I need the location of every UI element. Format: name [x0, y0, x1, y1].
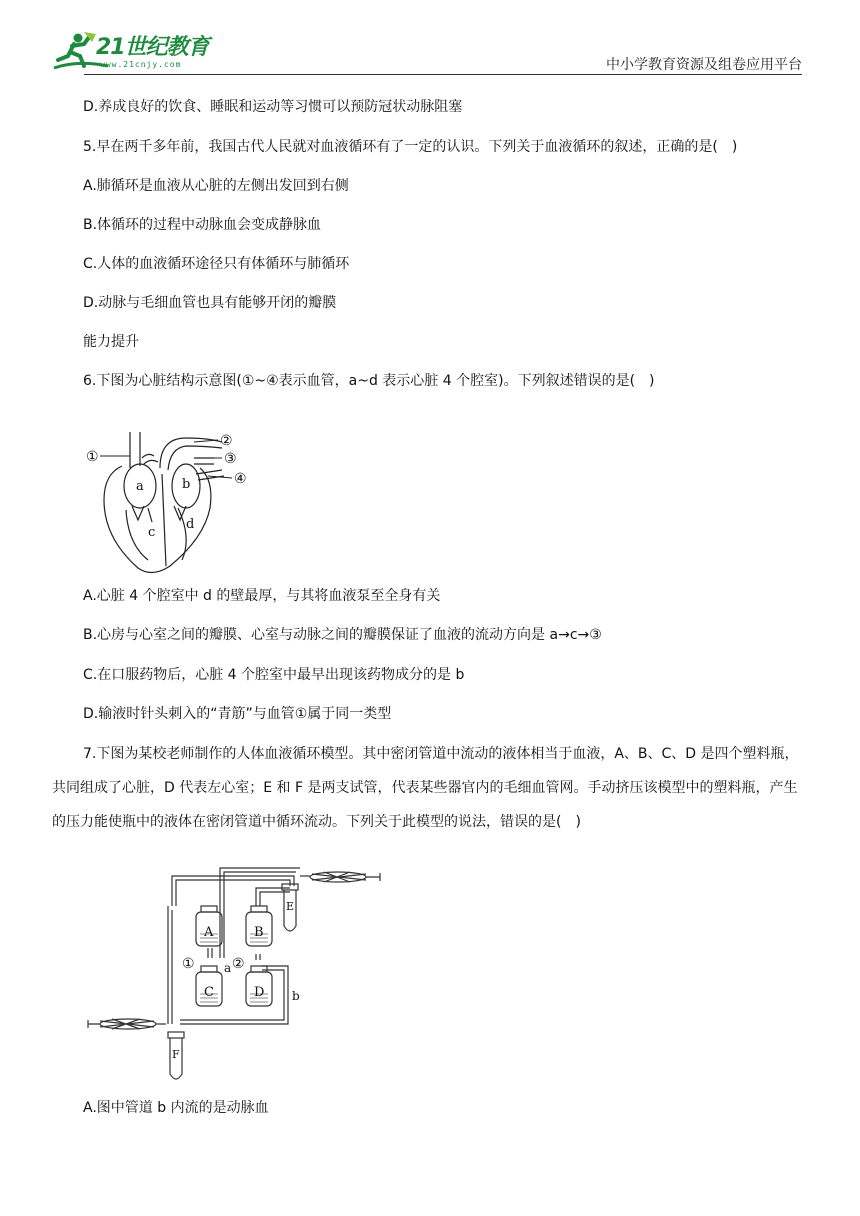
vessel-label-3: ③ [224, 451, 237, 467]
q5-stem: 5.早在两千多年前，我国古代人民就对血液循环有了一定的认识。下列关于血液循环的叙述，正确的是( ) [83, 139, 738, 155]
vessel-label-1: ① [86, 449, 99, 465]
logo-url: www.21cnjy.com [100, 60, 182, 69]
q6-option-b: B.心房与心室之间的瓣膜、心室与动脉之间的瓣膜保证了血液的流动方向是 a→c→③ [83, 627, 602, 643]
heart-diagram [82, 428, 262, 578]
bottle-label-a: A [204, 925, 214, 940]
vessel-label-2: ② [220, 433, 233, 449]
chamber-label-b: b [182, 477, 191, 492]
chamber-label-c: c [148, 525, 156, 540]
chamber-label-d: d [186, 517, 195, 532]
q6-option-a: A.心脏 4 个腔室中 d 的壁最厚，与其将血液泵至全身有关 [83, 588, 441, 604]
bottle-label-d: D [254, 985, 265, 1000]
bottle-label-c: C [204, 985, 214, 1000]
q7-option-a: A.图中管道 b 内流的是动脉血 [83, 1100, 269, 1116]
q6-option-d: D.输液时针头刺入的“青筋”与血管①属于同一类型 [83, 706, 392, 722]
header-divider [84, 74, 802, 75]
q6-stem: 6.下图为心脏结构示意图(①~④表示血管，a~d 表示心脏 4 个腔室)。下列叙述错误的是( ) [83, 373, 655, 389]
pipe-label-a: a [224, 961, 232, 975]
platform-name: 中小学教育资源及组卷应用平台 [606, 57, 802, 73]
q5-option-a: A.肺循环是血液从心脏的左侧出发回到右侧 [83, 178, 349, 194]
bottle-label-b: B [254, 925, 264, 940]
pipe-label-b: b [292, 989, 300, 1003]
q5-option-d: D.动脉与毛细血管也具有能够开闭的瓣膜 [83, 295, 337, 311]
circulation-model-diagram [84, 862, 394, 1088]
tube-label-f: F [172, 1048, 180, 1061]
q5-option-c: C.人体的血液循环途径只有体循环与肺循环 [83, 256, 350, 272]
page-header [0, 0, 860, 80]
q7-stem: 7.下图为某校老师制作的人体血液循环模型。其中密闭管道中流动的液体相当于血液，A、B、C、D 是四个塑料瓶，共同组成了心脏，D 代表左心室；E 和 F 是两支试管，代表某些器官内的毛细血管网。手动挤压该模型中的塑料瓶，产生的压力能使瓶中的液体在密闭管道中循环流动。下列关于此模型的说法，错误的是( ) [52, 746, 799, 830]
marker-label-1: ① [182, 956, 195, 972]
logo-text: 21世纪教育 [96, 35, 209, 60]
vessel-label-4: ④ [234, 471, 247, 487]
q4-option-d: D.养成良好的饮食、睡眠和运动等习惯可以预防冠状动脉阻塞 [83, 99, 463, 115]
q5-option-b: B.体循环的过程中动脉血会变成静脉血 [83, 217, 322, 233]
q6-option-c: C.在口服药物后，心脏 4 个腔室中最早出现该药物成分的是 b [83, 667, 465, 683]
marker-label-2: ② [232, 956, 245, 972]
chamber-label-a: a [136, 479, 144, 494]
section-heading: 能力提升 [83, 334, 139, 350]
tube-label-e: E [286, 900, 295, 913]
